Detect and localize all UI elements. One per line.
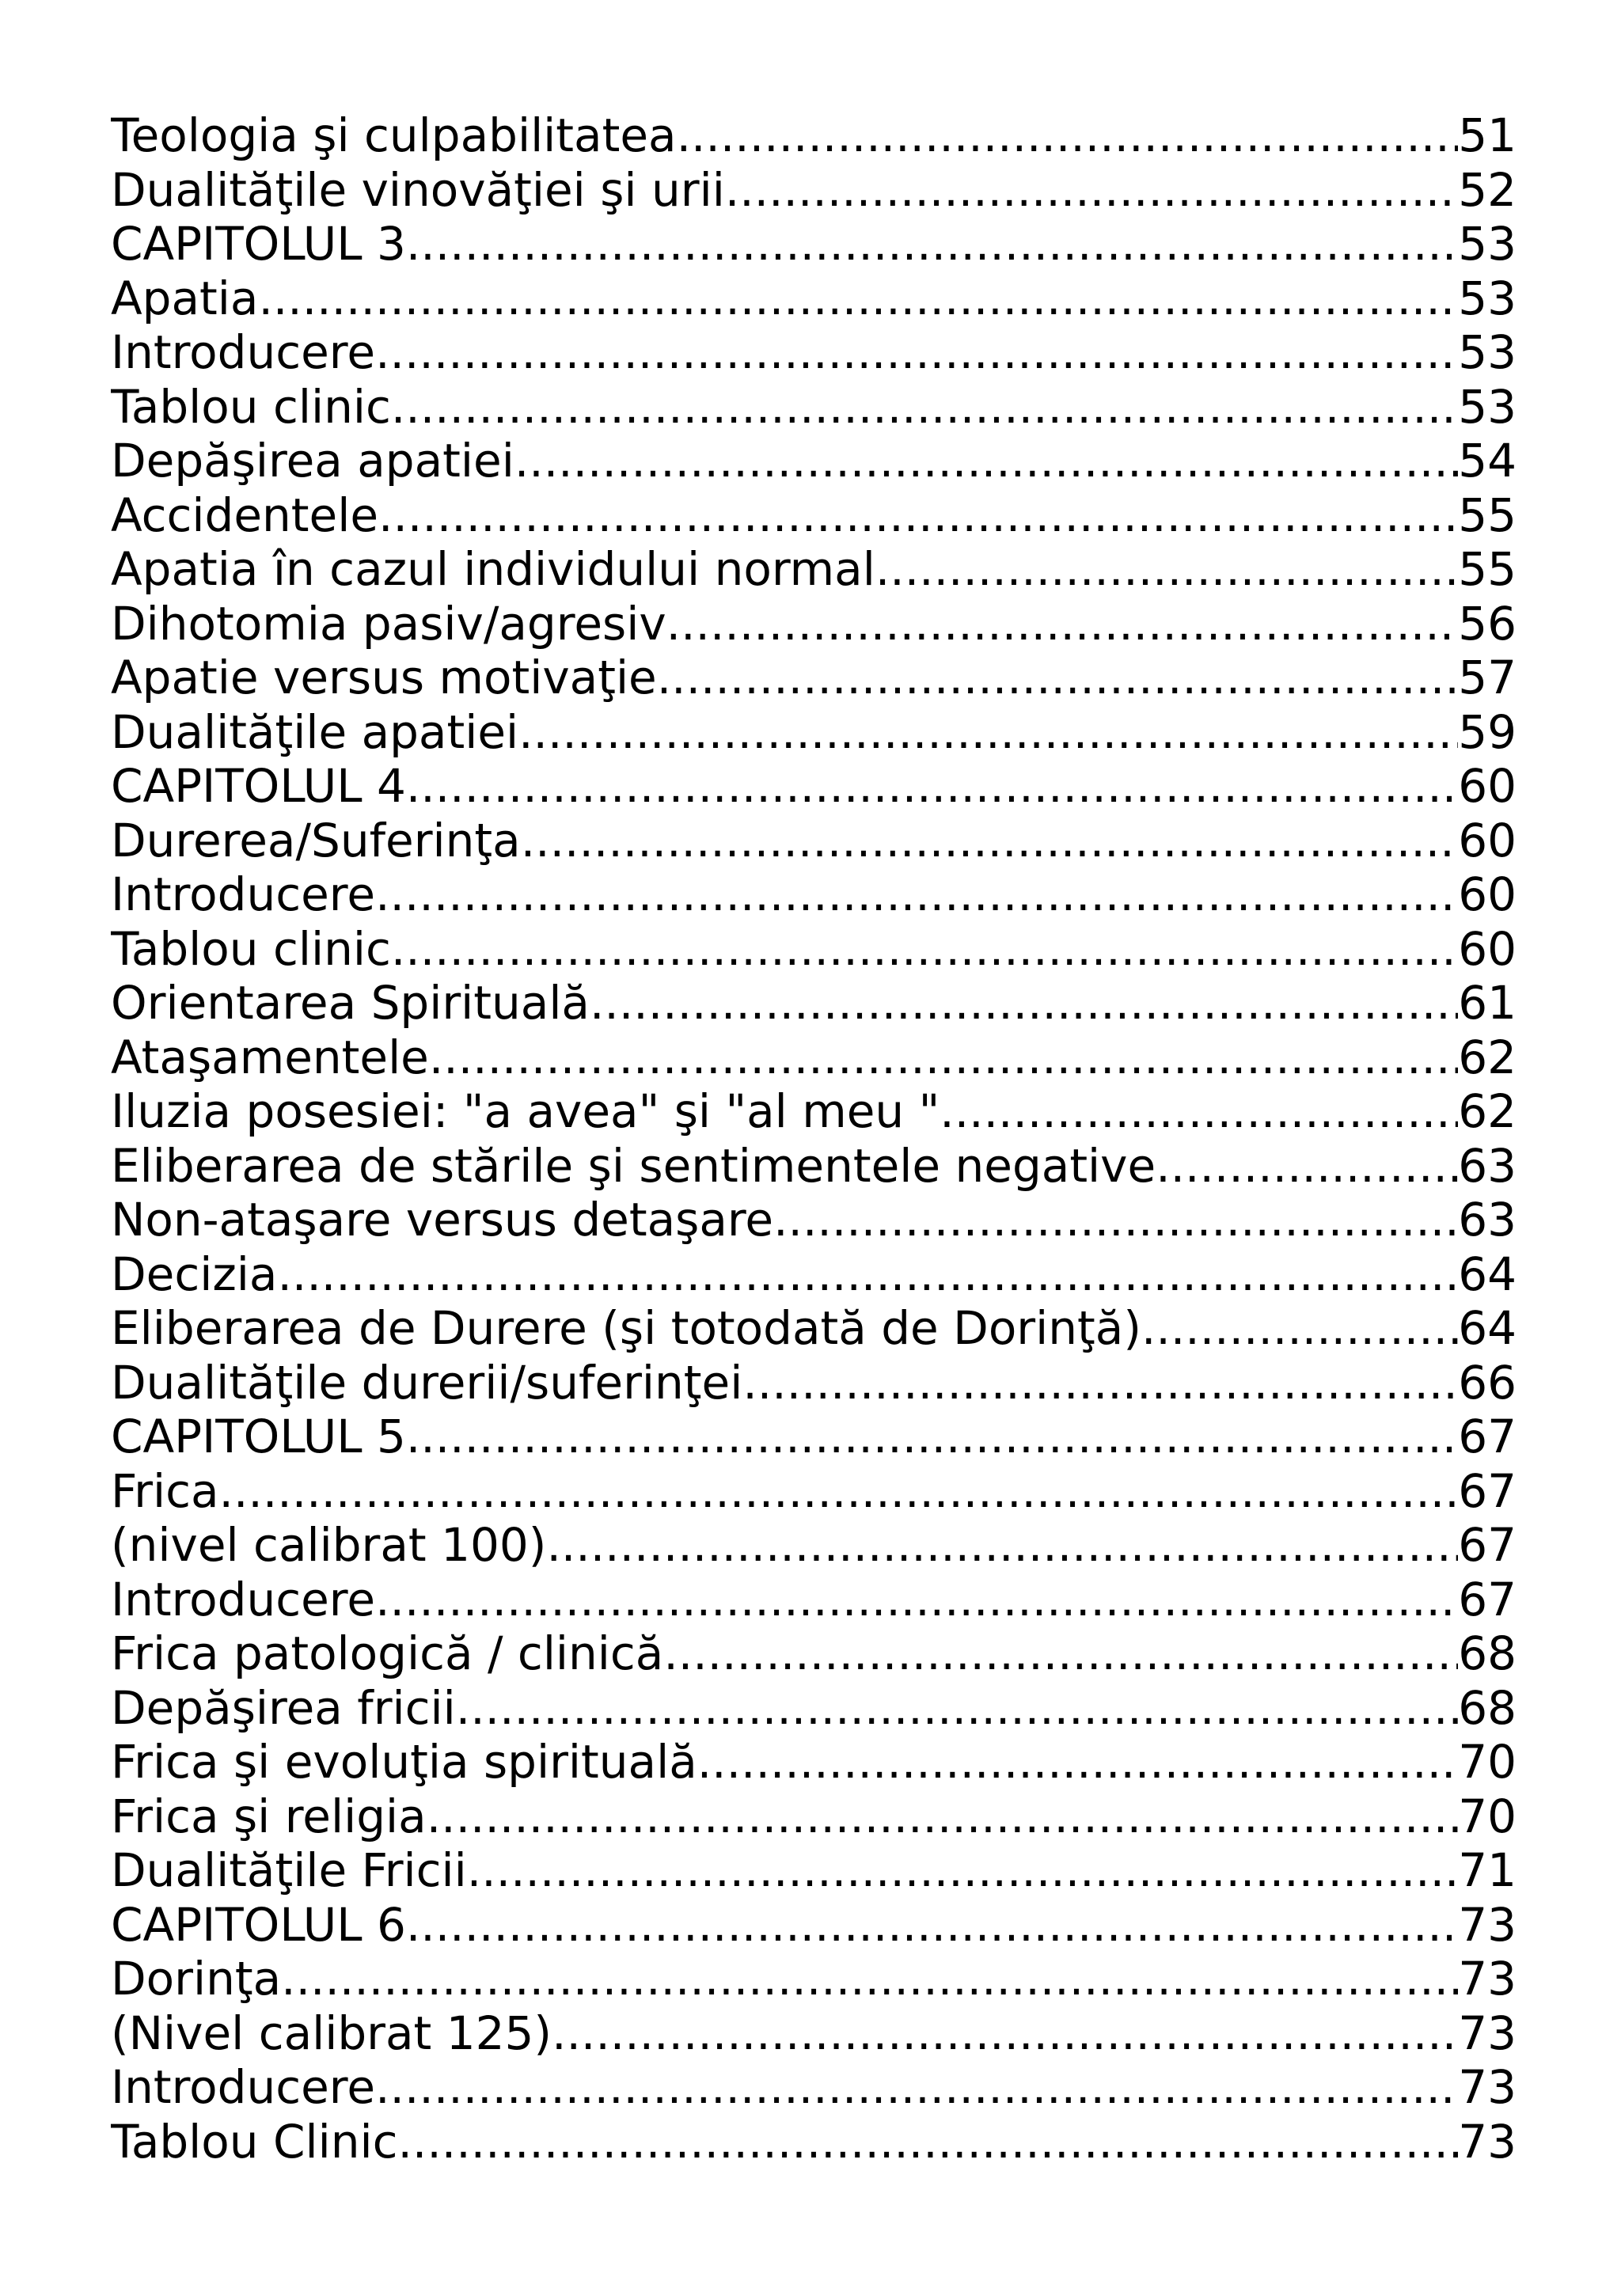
toc-dot-leader [521,814,1458,868]
toc-dot-leader [391,380,1458,435]
toc-dot-leader [940,1084,1458,1139]
toc-entry-page-number: 68 [1458,1680,1517,1735]
toc-dot-leader [697,1735,1458,1789]
toc-dot-leader [219,1464,1459,1519]
toc-entry-page-number: 70 [1458,1735,1517,1789]
toc-dot-leader [375,1573,1458,1627]
toc-entry-title: Frica şi religia [111,1789,427,1843]
toc-entry [111,814,1517,868]
toc-entry [111,1410,1517,1464]
toc-entry-page-number: 67 [1458,1463,1517,1518]
toc-dot-leader [725,163,1458,218]
toc-entry [111,651,1517,705]
toc-entry-page-number: 55 [1458,488,1517,542]
toc-entry [111,1139,1517,1194]
toc-entry-title: Introducere [111,325,376,379]
toc-entry-title: (Nivel calibrat 125) [111,2006,552,2060]
toc-dot-leader [427,1789,1458,1844]
toc-entry-page-number: 56 [1458,596,1517,651]
toc-entry [111,1030,1517,1085]
toc-entry [111,1843,1517,1898]
toc-entry [111,597,1517,651]
toc-entry-title: Decizia [111,1247,278,1301]
toc-entry-title: Accidentele [111,488,379,542]
toc-entry-title: (nivel calibrat 100) [111,1518,547,1572]
toc-entry [111,1789,1517,1844]
toc-entry-page-number: 53 [1458,271,1517,325]
toc-entry-page-number: 63 [1458,1138,1517,1193]
toc-dot-leader [875,542,1458,597]
toc-entry-page-number: 71 [1458,1843,1517,1897]
toc-entry [111,867,1517,922]
toc-entry-title: Eliberarea de stările şi sentimentele negative [111,1138,1156,1193]
toc-entry-title: Depăşirea fricii [111,1680,456,1735]
toc-entry [111,1952,1517,2006]
toc-entry [111,1626,1517,1681]
toc-entry [111,1735,1517,1789]
toc-entry-title: Dualităţile durerii/suferinţei [111,1355,743,1410]
toc-entry-page-number: 51 [1458,108,1517,162]
toc-entry-page-number: 73 [1458,2114,1517,2169]
toc-entry-title: Dualităţile apatiei [111,704,519,759]
toc-dot-leader [657,651,1458,705]
toc-entry [111,542,1517,597]
toc-entry-title: Ataşamentele [111,1030,429,1084]
toc-entry-title: Introducere [111,1572,376,1626]
toc-entry-title: Apatie versus motivaţie [111,651,657,704]
toc-dot-leader [1141,1301,1458,1356]
toc-entry [111,108,1517,163]
toc-entry-title: CAPITOLUL 4 [111,759,406,813]
toc-entry-page-number: 68 [1458,1626,1517,1680]
toc-entry-page-number: 73 [1458,2006,1517,2060]
toc-dot-leader [406,217,1458,271]
toc-entry-page-number: 57 [1458,651,1517,704]
toc-entry-page-number: 63 [1458,1193,1517,1247]
toc-dot-leader [406,1410,1458,1464]
toc-entry [111,1518,1517,1573]
toc-entry [111,1301,1517,1356]
toc-entry-page-number: 66 [1458,1355,1517,1410]
toc-dot-leader [397,2115,1458,2169]
toc-dot-leader [391,922,1458,977]
toc-entry [111,1356,1517,1410]
toc-entry-title: Non-ataşare versus detaşare [111,1193,774,1247]
toc-entry [111,434,1517,488]
toc-entry-title: Tablou clinic [111,379,391,434]
toc-dot-leader [514,434,1458,488]
toc-entry-title: Dualităţile Fricii [111,1843,467,1897]
toc-entry [111,2006,1517,2061]
toc-entry-title: Apatia [111,271,259,325]
toc-entry-title: Frica şi evoluţia spirituală [111,1735,697,1789]
toc-entry-title: Introducere [111,2060,376,2114]
toc-dot-leader [590,976,1458,1030]
toc-entry-page-number: 67 [1458,1410,1517,1463]
toc-dot-leader [406,1898,1458,1953]
toc-entry-page-number: 61 [1458,976,1517,1030]
toc-entry-title: CAPITOLUL 6 [111,1897,406,1952]
toc-entry-page-number: 52 [1458,162,1517,217]
toc-entry [111,1193,1517,1247]
toc-dot-leader [456,1681,1458,1736]
toc-entry-page-number: 60 [1458,759,1517,813]
toc-entry-page-number: 53 [1458,325,1517,379]
toc-entry-title: CAPITOLUL 3 [111,217,406,271]
toc-entry [111,922,1517,977]
toc-dot-leader [406,759,1458,814]
toc-dot-leader [518,705,1458,760]
toc-entry-title: Introducere [111,867,376,921]
toc-entry [111,1247,1517,1302]
toc-dot-leader [375,867,1458,922]
toc-entry [111,976,1517,1030]
toc-dot-leader [666,597,1459,651]
toc-entry-page-number: 59 [1458,704,1517,759]
toc-entry [111,325,1517,380]
toc-entry-page-number: 73 [1458,1897,1517,1952]
toc-entry [111,271,1517,326]
toc-dot-leader [773,1193,1458,1247]
toc-entry-title: Orientarea Spirituală [111,976,590,1030]
toc-entry-title: Frica patologică / clinică [111,1626,664,1680]
toc-entry-title: Tablou clinic [111,921,391,976]
toc-entry-page-number: 55 [1458,542,1517,596]
toc-entry [111,759,1517,814]
toc-dot-leader [677,108,1459,163]
toc-entry-title: Apatia în cazul individului normal [111,542,875,596]
toc-entry-page-number: 73 [1458,1952,1517,2006]
toc-entry-page-number: 70 [1458,1789,1517,1843]
toc-entry [111,217,1517,271]
table-of-contents [111,108,1517,2169]
toc-entry [111,2060,1517,2115]
toc-entry-page-number: 64 [1458,1301,1517,1355]
toc-entry-title: Tablou Clinic [111,2114,398,2169]
toc-entry [111,1464,1517,1519]
toc-entry [111,163,1517,218]
toc-dot-leader [546,1518,1458,1573]
toc-entry-page-number: 67 [1458,1572,1517,1626]
toc-entry [111,1573,1517,1627]
toc-dot-leader [281,1952,1458,2006]
toc-dot-leader [742,1356,1458,1410]
toc-entry-title: Eliberarea de Durere (şi totodată de Dorinţă) [111,1301,1141,1355]
toc-entry-title: Depăşirea apatiei [111,434,514,488]
toc-dot-leader [663,1626,1458,1681]
toc-entry [111,2115,1517,2169]
toc-entry-title: Teologia şi culpabilitatea [111,108,677,162]
toc-dot-leader [375,2060,1458,2115]
toc-entry [111,1898,1517,1953]
toc-dot-leader [277,1247,1458,1302]
toc-entry-title: Dorinţa [111,1952,282,2006]
toc-dot-leader [378,488,1458,543]
toc-dot-leader [429,1030,1458,1085]
toc-entry [111,380,1517,435]
toc-entry-title: Dualităţile vinovăţiei şi urii [111,162,725,217]
toc-entry-title: Iluzia posesiei: "a avea" şi "al meu " [111,1084,940,1138]
toc-entry [111,1084,1517,1139]
toc-entry-title: Frica [111,1463,219,1518]
toc-entry-page-number: 60 [1458,813,1517,867]
toc-entry-title: Dihotomia pasiv/agresiv [111,596,666,651]
toc-dot-leader [467,1843,1458,1898]
toc-entry [111,705,1517,760]
toc-entry-page-number: 62 [1458,1084,1517,1138]
toc-entry-title: CAPITOLUL 5 [111,1410,406,1463]
toc-dot-leader [552,2006,1458,2061]
toc-entry [111,488,1517,543]
toc-dot-leader [375,325,1458,380]
toc-entry-page-number: 60 [1458,867,1517,921]
toc-entry-page-number: 64 [1458,1247,1517,1301]
toc-dot-leader [258,271,1458,326]
toc-entry-page-number: 53 [1458,217,1517,271]
toc-entry-page-number: 60 [1458,921,1517,976]
toc-entry-page-number: 67 [1458,1518,1517,1572]
toc-entry-page-number: 53 [1458,379,1517,434]
toc-dot-leader [1156,1139,1458,1194]
toc-entry-page-number: 62 [1458,1030,1517,1084]
toc-entry-page-number: 73 [1458,2060,1517,2114]
toc-entry [111,1681,1517,1736]
toc-entry-page-number: 54 [1458,434,1517,488]
toc-entry-title: Durerea/Suferinţa [111,813,521,867]
